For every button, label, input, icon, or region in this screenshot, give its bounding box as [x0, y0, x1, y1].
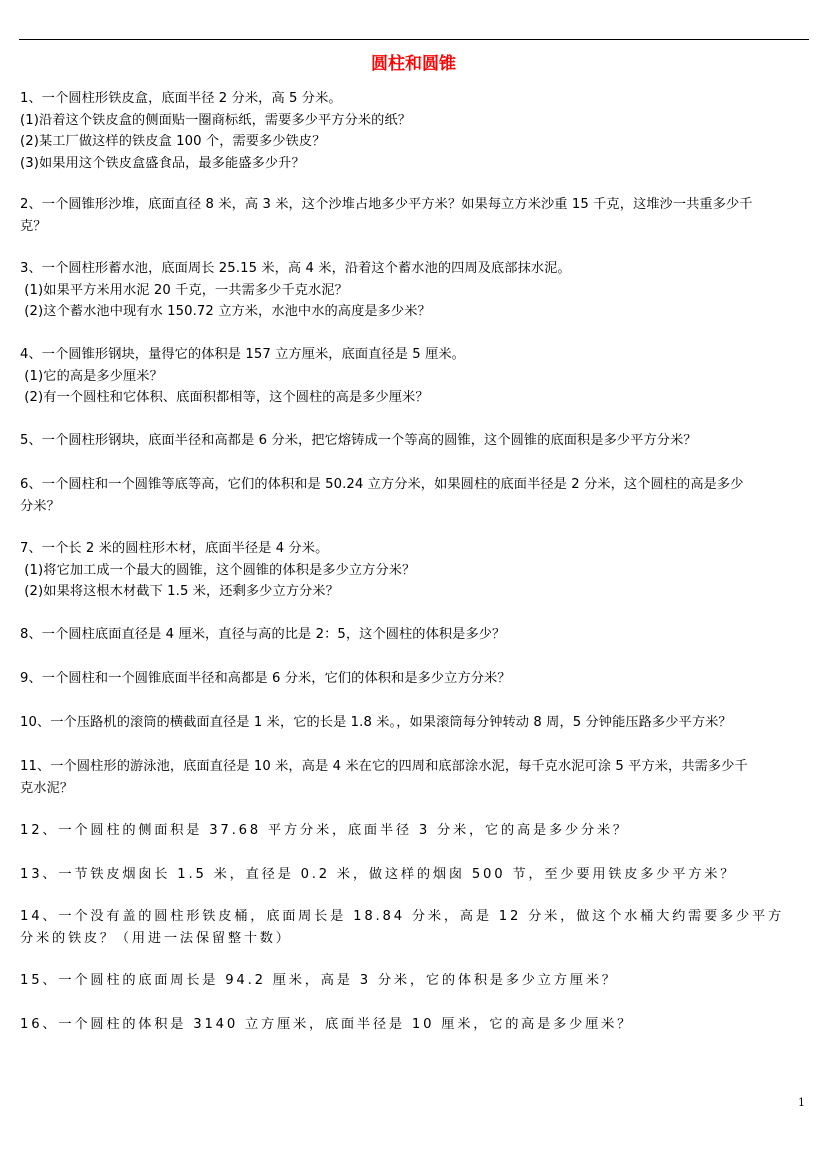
question-line: (2)某工厂做这样的铁皮盒 100 个，需要多少铁皮？ [20, 134, 326, 149]
question-11 [20, 756, 810, 799]
question-4 [20, 344, 810, 409]
page-title: 圆柱和圆锥 [371, 54, 456, 74]
question-line: (1)如果平方米用水泥 20 千克，一共需多少千克水泥？ [20, 282, 348, 298]
question-12 [20, 820, 810, 842]
question-line: 分米的铁皮？（用进一法保留整十数） [20, 930, 292, 946]
question-line: 10、一个压路机的滚筒的横截面直径是 1 米，它的长是 1.8 米。，如果滚筒每分钟转动 8 周，5 分钟能压路多少平方米？ [20, 715, 732, 730]
question-line: 1、一个圆柱形铁皮盒，底面半径 2 分米，高 5 分米。 [20, 91, 342, 106]
question-line: 14、一个没有盖的圆柱形铁皮桶，底面周长是 18.84 分米，高是 12 分米，做这个水桶大约需要多少平方 [20, 909, 784, 924]
question-2 [20, 194, 810, 237]
question-line: (1)将它加工成一个最大的圆锥，这个圆锥的体积是多少立方分米？ [20, 562, 416, 578]
question-line: (2)如果将这根木材截下 1.5 米，还剩多少立方分米？ [20, 584, 339, 599]
question-line: 7、一个长 2 米的圆柱形木材，底面半径是 4 分米。 [20, 541, 329, 556]
header-rule [19, 39, 809, 40]
question-line: 克？ [20, 218, 47, 234]
question-line: 15、一个圆柱的底面周长是 94.2 厘米，高是 3 分米，它的体积是多少立方厘米？ [20, 973, 618, 988]
question-line: 9、一个圆柱和一个圆锥底面半径和高都是 6 分米，它们的体积和是多少立方分米？ [20, 671, 511, 686]
question-line: 11、一个圆柱形的游泳池，底面直径是 10 米，高是 4 米在它的四周和底部涂水泥，每千克水泥可涂 5 平方米，共需多少千 [20, 759, 748, 774]
question-line: 3、一个圆柱形蓄水池，底面周长 25.15 米，高 4 米，沿着这个蓄水池的四周及底部抹水泥。 [20, 261, 571, 276]
question-13 [20, 864, 810, 886]
question-14 [20, 906, 810, 949]
question-1 [20, 88, 810, 174]
question-6 [20, 474, 810, 517]
question-line: 16、一个圆柱的体积是 3140 立方厘米，底面半径是 10 厘米，它的高是多少厘米？ [20, 1017, 634, 1032]
question-7 [20, 538, 810, 603]
question-16 [20, 1014, 810, 1036]
question-5 [20, 430, 810, 452]
question-3 [20, 258, 810, 323]
question-line: 13、一节铁皮烟囱长 1.5 米，直径是 0.2 米，做这样的烟囱 500 节，至少要用铁皮多少平方米？ [20, 867, 737, 882]
question-15 [20, 970, 810, 992]
question-line: (3)如果用这个铁皮盒盛食品，最多能盛多少升？ [20, 155, 305, 171]
question-line: (2)有一个圆柱和它体积、底面积都相等，这个圆柱的高是多少厘米？ [20, 390, 429, 405]
question-9 [20, 668, 810, 690]
question-line: 8、一个圆柱底面直径是 4 厘米，直径与高的比是 2：5，这个圆柱的体积是多少？ [20, 627, 506, 642]
question-line: 2、一个圆锥形沙堆，底面直径 8 米，高 3 米，这个沙堆占地多少平方米？如果每立方米沙重 15 千克，这堆沙一共重多少千 [20, 197, 753, 212]
question-line: 分米？ [20, 498, 60, 514]
question-line: 4、一个圆锥形钢块，量得它的体积是 157 立方厘米，底面直径是 5 厘米。 [20, 347, 465, 362]
page-number: 1 [798, 1096, 805, 1109]
question-line: 12、一个圆柱的侧面积是 37.68 平方分米，底面半径 3 分米，它的高是多少分米？ [20, 823, 629, 838]
question-8 [20, 624, 810, 646]
question-line: 6、一个圆柱和一个圆锥等底等高，它们的体积和是 50.24 立方分米，如果圆柱的底面半径是 2 分米，这个圆柱的高是多少 [20, 477, 744, 492]
question-line: 克水泥？ [20, 780, 74, 796]
question-line: 5、一个圆柱形钢块，底面半径和高都是 6 分米，把它熔铸成一个等高的圆锥，这个圆锥的底面积是多少平方分米？ [20, 433, 697, 448]
question-10 [20, 712, 810, 734]
question-line: (2)这个蓄水池中现有水 150.72 立方米，水池中水的高度是多少米？ [20, 304, 431, 319]
question-line: (1)沿着这个铁皮盒的侧面贴一圈商标纸，需要多少平方分米的纸？ [20, 112, 412, 128]
question-line: (1)它的高是多少厘米？ [20, 368, 163, 384]
